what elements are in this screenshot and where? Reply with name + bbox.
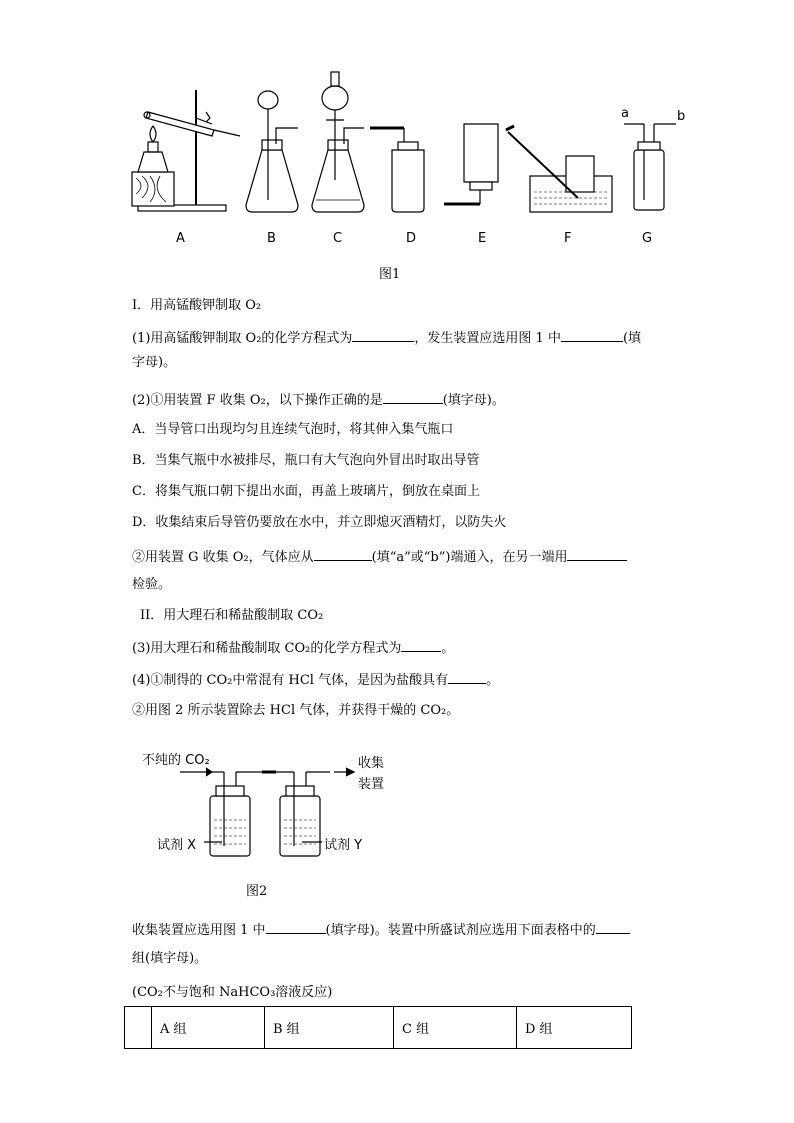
- label-g: G: [642, 231, 653, 246]
- apparatus-b: [246, 91, 298, 212]
- figure1-caption: 图1: [379, 267, 401, 282]
- table-cell-blank: [125, 1007, 152, 1049]
- label-e: E: [478, 231, 487, 246]
- apparatus-f: [506, 126, 612, 212]
- label-d: D: [406, 231, 417, 246]
- q5-blank-2[interactable]: [596, 920, 630, 934]
- part1-heading: I．用高锰酸钾制取 O₂: [132, 298, 262, 313]
- question-2b-line1: [132, 547, 627, 567]
- table-cell-c: C 组: [394, 1007, 517, 1049]
- q3-blank[interactable]: [401, 638, 441, 652]
- label-b: B: [267, 231, 276, 246]
- label-c: C: [333, 231, 343, 246]
- question-3: [132, 638, 454, 658]
- label-f: F: [564, 231, 572, 246]
- q1-text-a: (1)用高锰酸钾制取 O₂的化学方程式为: [132, 331, 353, 346]
- collect-label-1: 收集: [358, 756, 385, 771]
- q1-text-b: ，发生装置应选用图 1 中: [414, 331, 561, 346]
- option-b: B．当集气瓶中水被排尽，瓶口有大气泡向外冒出时取出导管: [132, 453, 480, 468]
- option-a: A．当导管口出现均匀且连续气泡时，将其伸入集气瓶口: [132, 422, 454, 437]
- table-cell-a: A 组: [152, 1007, 265, 1049]
- option-c: C．将集气瓶口朝下提出水面，再盖上玻璃片，倒放在桌面上: [132, 484, 480, 499]
- question-5-line2: 组(填字母)。: [132, 951, 208, 966]
- reagent-table: [124, 1006, 632, 1049]
- question-4: [132, 670, 499, 690]
- q2b-blank-2[interactable]: [567, 547, 627, 561]
- q2-text-b: (填字母)。: [442, 393, 505, 408]
- q3-end: 。: [441, 641, 455, 656]
- question-5-line1: [132, 920, 630, 940]
- q1-blank-1[interactable]: [352, 328, 414, 342]
- port-b-label: b: [677, 109, 686, 124]
- q3-text: (3)用大理石和稀盐酸制取 CO₂的化学方程式为: [132, 641, 402, 656]
- question-2: [132, 390, 505, 410]
- reagent-x-label: 试剂 X: [157, 838, 197, 853]
- option-d: D．收集结束后导管仍要放在水中，并立即熄灭酒精灯，以防失火: [132, 515, 507, 530]
- q4-text: (4)①制得的 CO₂中常混有 HCl 气体，是因为盐酸具有: [132, 673, 449, 688]
- apparatus-e: [444, 124, 498, 204]
- q1-text-c: (填: [622, 331, 642, 346]
- q5-text-a: 收集装置应选用图 1 中: [132, 923, 266, 938]
- port-a-label: a: [621, 106, 629, 121]
- question-2b-line2: 检验。: [132, 577, 172, 592]
- reagent-y-label: 试剂 Y: [324, 838, 363, 853]
- q4-end: 。: [486, 673, 500, 688]
- note-line: (CO₂不与饱和 NaHCO₃溶液反应): [132, 985, 333, 1000]
- q5-text-b: (填字母)。装置中所盛试剂应选用下面表格中的: [325, 923, 596, 938]
- q2b-blank-1[interactable]: [314, 547, 372, 561]
- question-4b: ②用图 2 所示装置除去 HCl 气体，并获得干燥的 CO₂。: [132, 703, 460, 718]
- q4-blank[interactable]: [448, 670, 486, 684]
- q2b-text-b: (填“a”或“b”)端通入，在另一端用: [371, 550, 568, 565]
- collect-label-2: 装置: [358, 777, 385, 792]
- impure-co2-label: 不纯的 CO₂: [142, 753, 210, 768]
- q1-blank-2[interactable]: [561, 328, 623, 342]
- figure2-caption: 图2: [246, 884, 268, 899]
- apparatus-a: [132, 90, 240, 211]
- apparatus-c: [312, 72, 364, 212]
- q2b-text-a: ②用装置 G 收集 O₂，气体应从: [132, 550, 314, 565]
- q2-blank[interactable]: [383, 390, 443, 404]
- table-cell-b: B 组: [265, 1007, 394, 1049]
- question-1-line2: 字母)。: [132, 355, 177, 370]
- apparatus-d: [370, 128, 424, 212]
- q2-text-a: (2)①用装置 F 收集 O₂，以下操作正确的是: [132, 393, 383, 408]
- label-a: A: [176, 231, 185, 246]
- question-1-line1: [132, 328, 641, 348]
- apparatus-g: [624, 124, 676, 210]
- part2-heading: II．用大理石和稀盐酸制取 CO₂: [140, 608, 324, 623]
- q5-blank-1[interactable]: [266, 920, 326, 934]
- table-cell-d: D 组: [517, 1007, 632, 1049]
- table-row: [125, 1007, 632, 1049]
- figure1-apparatus: [0, 0, 794, 260]
